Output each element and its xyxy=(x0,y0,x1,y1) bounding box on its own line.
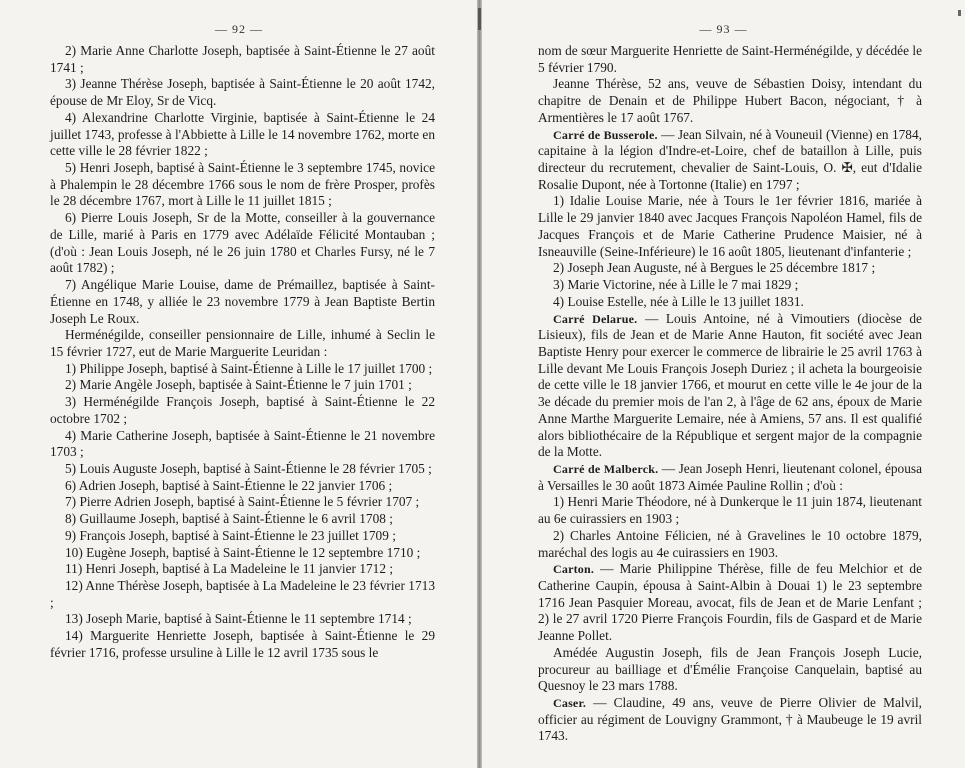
paragraph: 4) Alexandrine Charlotte Virginie, baptisée à Saint-Étienne le 24 juillet 1743, professe à l'Abbiette à Lille le 14 novembre 1762, morte en cette ville le 28 février 1822 ; xyxy=(50,109,435,159)
paragraph: 2) Marie Angèle Joseph, baptisée à Saint-Étienne le 7 juin 1701 ; xyxy=(65,377,412,393)
entry-text: — Louis Antoine, né à Vimoutiers (diocèse de Lisieux), fils de Jean et de Marie Anne Hauton, fit société avec Jean Baptiste Henry pour exercer le commerce de librairie le 25 avril 1763 à Lille devant Me Louis François Joseph Duriez ; il acheta la bourgeoisie de cette ville le 18 janvier 1766, et mourut en cette ville le 4e jour de la 3e décade du premier mois de l'an 2, à l'âge de 62 ans, époux de Marie Anne Marthe Marguerite Lemaire, née à Amiens, 57 ans. Il est qualifié alors bibliothécaire de la République et sergent major de la compagnie de la Motte. xyxy=(538,310,922,460)
left-page xyxy=(0,0,478,768)
paragraph: 6) Adrien Joseph, baptisé à Saint-Étienne le 22 janvier 1706 ; xyxy=(65,477,393,493)
paragraph: 1) Idalie Louise Marie, née à Tours le 1er février 1816, mariée à Lille le 29 janvier 1840 avec Jacques François Napoléon Hamel, fils de Jacques François et de Marie Catherine Prudence Maisier, né à Isneauville (Seine-Inférieure) le 16 août 1805, lieutenant d'infanterie ; xyxy=(538,193,922,259)
paragraph: 3) Marie Victorine, née à Lille le 7 mai 1829 ; xyxy=(553,277,799,293)
entry-delarue xyxy=(538,311,922,461)
paragraph: 5) Henri Joseph, baptisé à Saint-Étienne le 3 septembre 1745, novice à Phalempin le 28 décembre 1766 sous le nom de frère Prosper, profès le 28 décembre 1767, mort à Lille le 11 juillet 1815 ; xyxy=(50,160,435,209)
paragraph: nom de sœur Marguerite Henriette de Saint-Herménégilde, y décédée le 5 février 1790. xyxy=(538,43,922,75)
entry-busserole xyxy=(538,127,922,194)
paragraph: 2) Marie Anne Charlotte Joseph, baptisée à Saint-Étienne le 27 août 1741 ; xyxy=(50,43,435,75)
right-page xyxy=(482,0,965,768)
entry-carton xyxy=(538,561,922,645)
paragraph: Jeanne Thérèse, 52 ans, veuve de Sébastien Doisy, intendant du chapitre de Denain et de Philippe Hubert Bacon, négociant, † à Armentières le 17 août 1767. xyxy=(538,76,922,125)
paragraph: 4) Marie Catherine Joseph, baptisée à Saint-Étienne le 21 novembre 1703 ; xyxy=(50,427,435,460)
left-page-text xyxy=(50,43,435,662)
entry-name: Caser. xyxy=(553,696,587,711)
paragraph: 7) Angélique Marie Louise, dame de Prémaillez, baptisée à Saint-Étienne en 1748, y alliée le 23 novembre 1779 à Jean Baptiste Bertin Joseph Le Roux. xyxy=(50,277,435,326)
paragraph: 3) Herménégilde François Joseph, baptisé à Saint-Étienne le 22 octobre 1702 ; xyxy=(50,394,435,426)
entry-malberck xyxy=(538,461,922,494)
binding-mark xyxy=(478,8,481,30)
entry-text: — Jean Silvain, né à Vouneuil (Vienne) en 1784, capitaine à la légion d'Indre-et-Loire, chef de bataillon à Lille, puis directeur du recrutement, chevalier de Saint-Louis, O. ✠, eut d'Idalie Rosalie Dupont, née à Tortonne (Italie) en 1797 ; xyxy=(538,126,922,192)
paragraph: 11) Henri Joseph, baptisé à La Madeleine le 11 janvier 1712 ; xyxy=(65,561,394,577)
paragraph: 1) Henri Marie Théodore, né à Dunkerque le 11 juin 1874, lieutenant au 6e cuirassiers en 1903 ; xyxy=(538,494,922,527)
entry-text: — Jean Joseph Henri, lieutenant colonel, épousa à Versailles le 30 août 1873 Aimée Pauline Rollin ; d'où : xyxy=(538,460,922,493)
paragraph: 4) Louise Estelle, née à Lille le 13 juillet 1831. xyxy=(553,293,804,309)
paragraph: 5) Louis Auguste Joseph, baptisé à Saint-Étienne le 28 février 1705 ; xyxy=(65,460,432,476)
entry-caser xyxy=(538,695,922,745)
paragraph: 14) Marguerite Henriette Joseph, baptisée à Saint-Étienne le 29 février 1716, professe ursuline à Lille le 12 avril 1735 sous le xyxy=(50,628,435,660)
edge-mark xyxy=(958,10,961,16)
paragraph: 7) Pierre Adrien Joseph, baptisé à Saint-Étienne le 5 février 1707 ; xyxy=(65,494,420,510)
paragraph: 10) Eugène Joseph, baptisé à Saint-Étienne le 12 septembre 1710 ; xyxy=(65,544,421,560)
entry-text: — Marie Philippine Thérèse, fille de feu Melchior et de Catherine Caupin, épousa à Saint-Albin à Douai 1) le 23 septembre 1716 Jean Pasquier Moreau, avocat, fils de Jean et de Marie Lenfant ; 2) le 27 avril 1720 Pierre François Fourdin, fils de Gaspard et de Marie Jeanne Pollet. xyxy=(538,561,922,644)
paragraph: 3) Jeanne Thérèse Joseph, baptisée à Saint-Étienne le 20 août 1742, épouse de Mr Eloy, Sr de Vicq. xyxy=(50,76,435,109)
paragraph: 13) Joseph Marie, baptisé à Saint-Étienne le 11 septembre 1714 ; xyxy=(65,611,412,627)
paragraph: 1) Philippe Joseph, baptisé à Saint-Étienne à Lille le 17 juillet 1700 ; xyxy=(65,360,433,376)
right-page-text xyxy=(538,43,922,745)
entry-text: — Claudine, 49 ans, veuve de Pierre Olivier de Malvil, officier au régiment de Louvigny Grammont, † à Maubeuge le 19 avril 1743. xyxy=(538,695,922,744)
paragraph: 9) François Joseph, baptisé à Saint-Étienne le 23 juillet 1709 ; xyxy=(65,527,396,543)
paragraph: 6) Pierre Louis Joseph, Sr de la Motte, conseiller à la gouvernance de Lille, marié à Paris en 1779 avec Adélaïde Félicité Montauban ; (d'où : Jean Louis Joseph, né le 26 juin 1780 et Charles Fursy, né le 7 août 1782) ; xyxy=(50,210,435,276)
paragraph: Herménégilde, conseiller pensionnaire de Lille, inhumé à Seclin le 15 février 1727, eut de Marie Marguerite Leuridan : xyxy=(50,327,435,359)
paragraph: 2) Joseph Jean Auguste, né à Bergues le 25 décembre 1817 ; xyxy=(553,260,876,276)
paragraph: 2) Charles Antoine Félicien, né à Gravelines le 10 octobre 1879, maréchal des logis au 4e cuirassiers en 1903. xyxy=(538,527,922,560)
entry-name: Carré Delarue. xyxy=(553,311,638,326)
paragraph: 12) Anne Thérèse Joseph, baptisée à La Madeleine le 23 février 1713 ; xyxy=(50,578,435,610)
right-page-number: — 93 — xyxy=(699,22,748,36)
entry-name: Carré de Malberck. xyxy=(553,461,659,476)
entry-name: Carton. xyxy=(553,562,595,577)
entry-name: Carré de Busserole. xyxy=(553,127,658,142)
left-page-number: — 92 — xyxy=(215,22,263,36)
paragraph: Amédée Augustin Joseph, fils de Jean François Joseph Lucie, procureur au bailliage et d'Émélie Françoise Canquelain, baptisé au Quesnoy le 23 mars 1788. xyxy=(538,644,922,694)
paragraph: 8) Guillaume Joseph, baptisé à Saint-Étienne le 6 avril 1708 ; xyxy=(65,511,393,527)
